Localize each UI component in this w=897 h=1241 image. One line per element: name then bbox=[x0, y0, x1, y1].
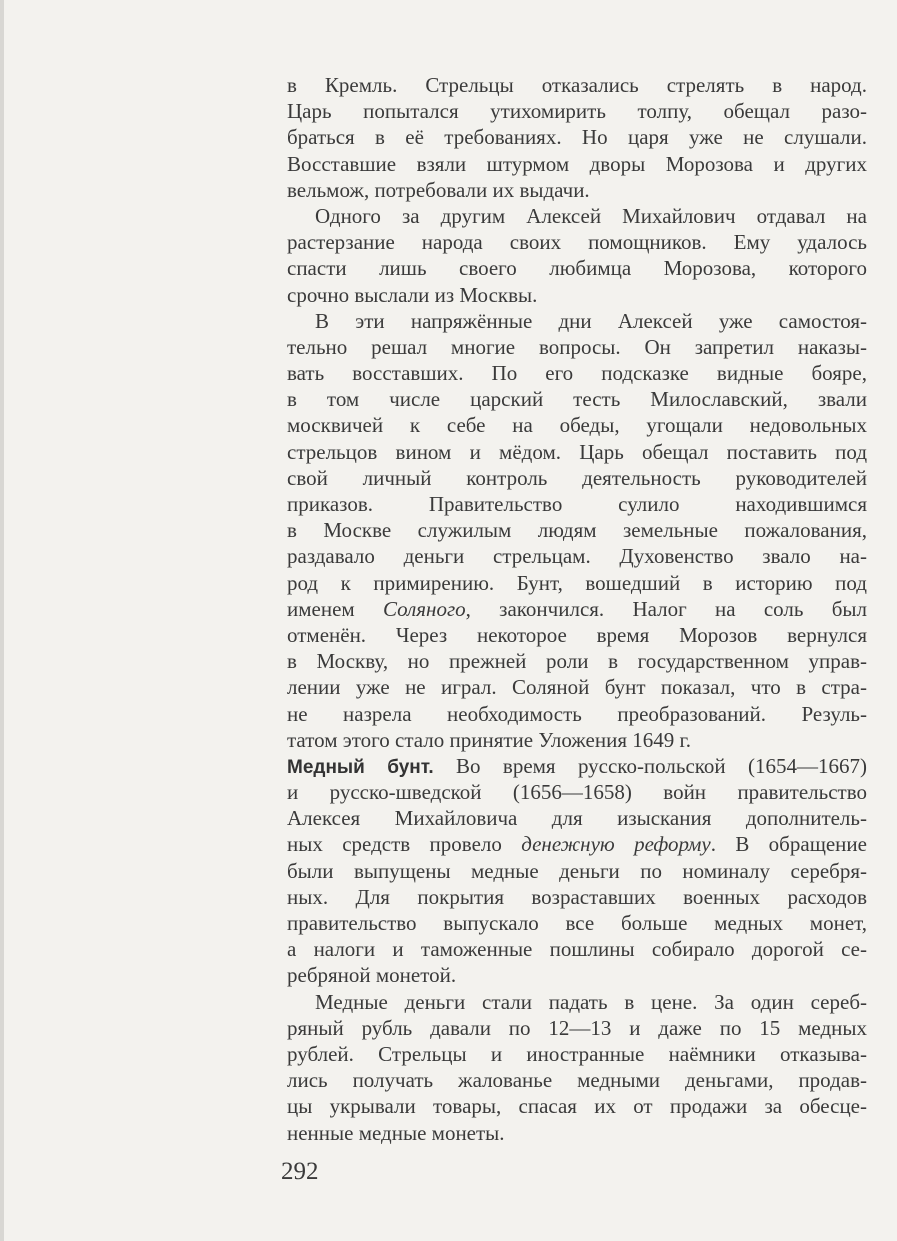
paragraph bbox=[287, 203, 867, 308]
text-segment: вельмож, потребовали их выдачи. bbox=[287, 177, 590, 202]
text-segment: ребряной монетой. bbox=[287, 963, 457, 988]
text-segment: растерзание народа своих помощников. Ему удалось bbox=[287, 230, 867, 255]
text-line bbox=[287, 622, 867, 648]
page-number: 292 bbox=[281, 1158, 319, 1185]
text-segment: вать восставших. По его подсказке видные бояре, bbox=[287, 361, 867, 386]
italic-term: Соляного bbox=[382, 596, 466, 621]
text-segment: свой личный контроль деятельность руководителей bbox=[287, 465, 867, 490]
italic-term: денежную реформу bbox=[521, 832, 711, 857]
text-segment: в Москве служилым людям земельные пожалования, bbox=[287, 518, 867, 543]
text-line bbox=[287, 858, 867, 884]
text-segment: стрельцов вином и мёдом. Царь обещал поставить под bbox=[287, 439, 867, 464]
text-segment: ных. Для покрытия возраставших военных расходов bbox=[287, 884, 867, 909]
text-line bbox=[287, 674, 867, 700]
text-segment: Одного за другим Алексей Михайлович отдавал на bbox=[315, 203, 867, 228]
paragraph bbox=[287, 753, 867, 989]
text-line bbox=[287, 412, 867, 438]
text-segment: и русско-шведской (1656—1658) войн правительство bbox=[287, 780, 867, 805]
paragraph bbox=[287, 72, 867, 203]
text-line bbox=[287, 1041, 867, 1067]
text-segment: Алексея Михайловича для изыскания дополнитель- bbox=[287, 806, 867, 831]
text-line bbox=[287, 124, 867, 150]
text-line bbox=[287, 308, 867, 334]
text-segment: Медные деньги стали падать в цене. За один сереб- bbox=[315, 989, 867, 1014]
text-segment: род к примирению. Бунт, вошедший в историю под bbox=[287, 570, 867, 595]
text-line bbox=[287, 98, 867, 124]
text-line bbox=[287, 360, 867, 386]
text-segment: , закончился. Налог на соль был bbox=[465, 596, 867, 621]
text-line bbox=[287, 1067, 867, 1093]
text-segment: правительство выпускало все больше медных монет, bbox=[287, 911, 867, 935]
text-line bbox=[287, 727, 867, 753]
text-segment: Во время русско-польской (1654—1667) bbox=[433, 753, 867, 778]
text-line bbox=[287, 648, 867, 674]
text-segment: не назрела необходимость преобразований. Резуль- bbox=[287, 701, 867, 726]
text-segment: ных средств провело bbox=[287, 832, 522, 857]
text-segment: тельно решал многие вопросы. Он запретил наказы- bbox=[287, 334, 867, 359]
text-line bbox=[287, 596, 867, 622]
text-segment: в том числе царский тесть Милославский, звали bbox=[287, 387, 867, 412]
text-line bbox=[287, 334, 867, 360]
text-segment: спасти лишь своего любимца Морозова, которого bbox=[287, 256, 867, 281]
text-segment: татом этого стало принятие Уложения 1649 г. bbox=[287, 727, 691, 752]
text-line bbox=[287, 177, 867, 203]
text-segment: были выпущены медные деньги по номиналу серебря- bbox=[287, 858, 867, 883]
text-segment: именем bbox=[287, 596, 383, 621]
paragraph bbox=[287, 308, 867, 753]
text-line bbox=[287, 203, 867, 229]
text-line bbox=[287, 936, 867, 962]
text-segment: лись получать жалованье медными деньгами, продав- bbox=[287, 1068, 867, 1093]
text-segment: ненные медные монеты. bbox=[287, 1120, 505, 1145]
text-segment: в Кремль. Стрельцы отказались стрелять в народ. bbox=[287, 73, 867, 97]
text-column bbox=[287, 72, 867, 1146]
text-segment: раздавало деньги стрельцам. Духовенство звало на- bbox=[287, 544, 867, 569]
text-segment: браться в её требованиях. Но царя уже не слушали. bbox=[287, 125, 867, 150]
text-line bbox=[287, 805, 867, 831]
text-segment: отменён. Через некоторое время Морозов вернулся bbox=[287, 622, 867, 647]
text-segment: приказов. Правительство сулило находившимся bbox=[287, 492, 867, 516]
text-segment: лении уже не играл. Соляной бунт показал, что в стра- bbox=[287, 675, 867, 700]
text-line bbox=[287, 439, 867, 465]
text-segment: Восставшие взяли штурмом дворы Морозова и других bbox=[287, 151, 867, 176]
text-line bbox=[287, 255, 867, 281]
text-line bbox=[287, 517, 867, 543]
text-line bbox=[287, 962, 867, 988]
text-segment: цы укрывали товары, спасая их от продажи за обесце- bbox=[287, 1094, 867, 1119]
text-line bbox=[287, 1015, 867, 1041]
page-edge bbox=[0, 0, 4, 1241]
text-line bbox=[287, 543, 867, 569]
text-line bbox=[287, 386, 867, 412]
text-segment: В эти напряжённые дни Алексей уже самостоя- bbox=[315, 308, 867, 333]
section-heading: Медный бунт. bbox=[287, 756, 434, 778]
paragraph bbox=[287, 989, 867, 1146]
text-line bbox=[287, 570, 867, 596]
text-line bbox=[287, 282, 867, 308]
text-segment: срочно выслали из Москвы. bbox=[287, 282, 538, 307]
text-line bbox=[287, 229, 867, 255]
text-line bbox=[287, 910, 867, 936]
text-line bbox=[287, 1120, 867, 1146]
text-line bbox=[287, 701, 867, 727]
text-segment: ряный рубль давали по 12—13 и даже по 15 медных bbox=[287, 1015, 867, 1040]
text-segment: рублей. Стрельцы и иностранные наёмники отказыва- bbox=[287, 1041, 867, 1066]
text-line bbox=[287, 989, 867, 1015]
text-line bbox=[287, 831, 867, 857]
text-line bbox=[287, 465, 867, 491]
text-segment: Царь попытался утихомирить толпу, обещал разо- bbox=[287, 99, 867, 124]
text-line bbox=[287, 72, 867, 98]
text-line bbox=[287, 491, 867, 517]
text-segment: а налоги и таможенные пошлины собирало дорогой се- bbox=[287, 937, 867, 962]
text-segment: в Москву, но прежней роли в государственном управ- bbox=[287, 649, 867, 674]
text-line bbox=[287, 884, 867, 910]
text-line bbox=[287, 753, 867, 779]
text-segment: москвичей к себе на обеды, угощали недовольных bbox=[287, 413, 867, 438]
text-line bbox=[287, 151, 867, 177]
text-line bbox=[287, 779, 867, 805]
text-line bbox=[287, 1093, 867, 1119]
text-segment: . В обращение bbox=[710, 832, 867, 857]
